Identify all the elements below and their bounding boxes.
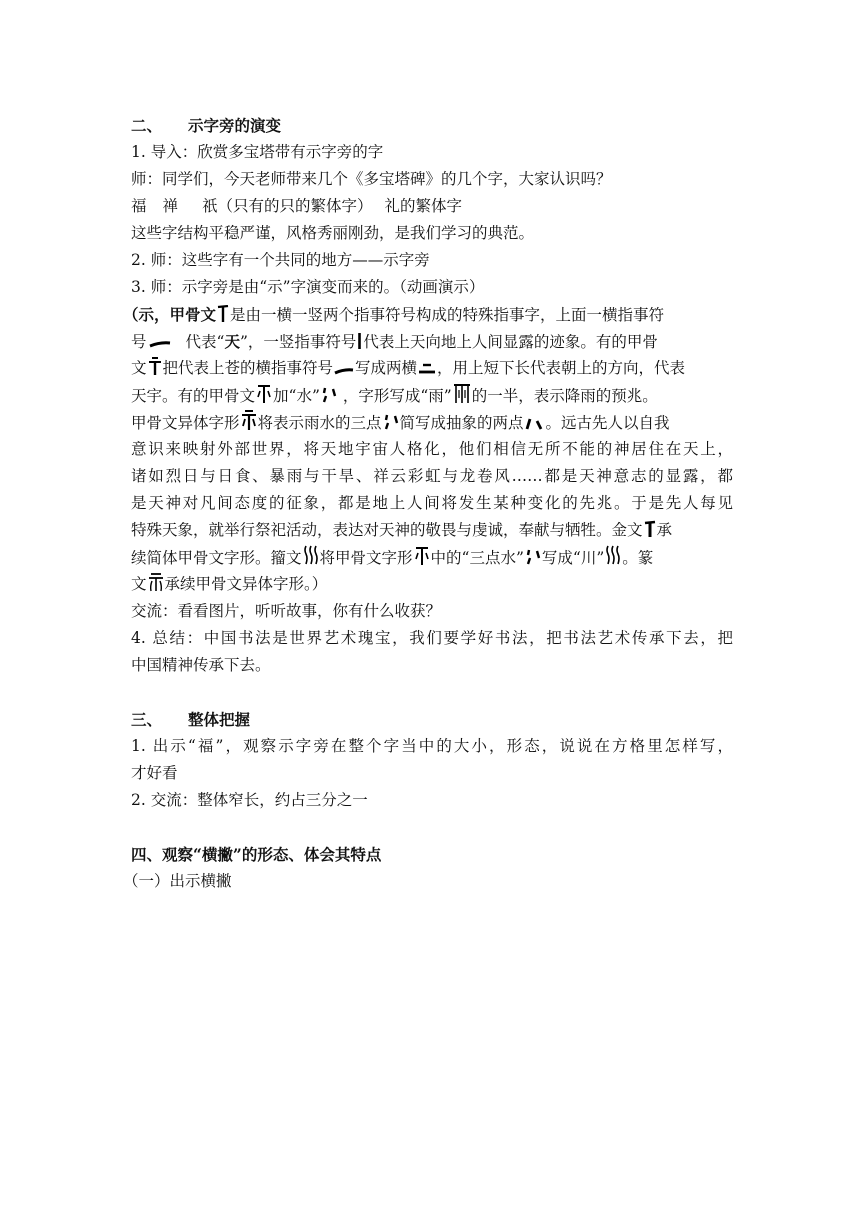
- horizontal-stroke-icon: [334, 358, 354, 385]
- section-3-number: 三、: [131, 710, 163, 729]
- characters-line: [131, 193, 733, 220]
- exchange-line: 交流：看看图片，听听故事，你有什么收获？: [131, 602, 442, 620]
- section-3-line-2: 才好看: [131, 764, 178, 782]
- paragraph-line-8: 是天神对凡间态度的征象，都是地上人间将发生某种变化的先兆。于是先人每见: [131, 494, 733, 512]
- teacher-question-line: 师：同学们，今天老师带来几个《多宝塔碑》的几个字，大家认识吗？: [131, 170, 612, 188]
- style-description-line: 这些字结构平稳严谨，风格秀丽刚劲，是我们学习的典范。: [131, 224, 535, 242]
- section-4-line-1: （一）出示横撇: [123, 872, 232, 890]
- bronze-shi-icon: [644, 520, 656, 547]
- char-zhi: 祇（只有的只的繁体字）: [202, 197, 373, 215]
- common-feature-line: 2. 师：这些字有一个共同的地方——示字旁: [131, 251, 430, 269]
- paragraph-line-10: 续简体甲骨文字形。籀文 将甲骨文字形 中的“三点水” 写成“川” 。篆: [131, 544, 733, 571]
- section-3-heading: [131, 706, 733, 733]
- oracle-shi-variant-icon: [148, 356, 162, 385]
- section-3-line-1: 1. 出示“福”，观察示字旁在整个字当中的大小，形态，说说在方格里怎样写，: [131, 737, 733, 755]
- seal-shi-icon: [148, 572, 164, 601]
- paragraph-line-2: 号 代表“天”，一竖指事符号 代表上天向地上人间显露的迹象。有的甲骨: [131, 328, 733, 355]
- paragraph-line-1: （示，甲骨文 是由一横一竖两个指事符号构成的特殊指事字，上面一横指事符: [123, 301, 733, 328]
- chuan-glyph-icon: [605, 544, 621, 575]
- three-dots-icon: [525, 548, 541, 575]
- section-2-heading: [131, 112, 733, 139]
- section-3-title: 整体把握: [188, 710, 251, 729]
- paragraph-line-6: 意识来映射外部世界，将天地宇宙人格化，他们相信无所不能的神居住在天上，: [131, 440, 733, 458]
- char-chan: 禅: [162, 197, 179, 215]
- intro-line: 1. 导入：欣赏多宝塔带有示字旁的字: [131, 143, 384, 161]
- paragraph-line-11: 文 承续甲骨文异体字形。）: [131, 571, 733, 598]
- char-li: 礼的繁体字: [384, 197, 463, 215]
- summary-line-1: 4. 总结：中国书法是世界艺术瑰宝，我们要学好书法，把书法艺术传承下去，把: [131, 629, 733, 647]
- paragraph-line-4: 天宇。有的甲骨文 加“水” ，字形写成“雨” 的一半，表示降雨的预兆。: [131, 382, 733, 409]
- document-content: [123, 112, 733, 895]
- section-3-line-3: 2. 交流：整体窄长，约占三分之一: [131, 791, 368, 809]
- paragraph-line-9: 特殊天象，就举行祭祀活动，表达对天神的敬畏与虔诚，奉献与牺牲。金文 承: [131, 517, 733, 544]
- oracle-shi-water-icon: [414, 546, 430, 575]
- evolution-line: 3. 师：示字旁是由“示”字演变而来的。（动画演示）: [131, 278, 485, 296]
- paragraph-line-5: 甲骨文异体字形 将表示雨水的三点 简写成抽象的两点 。远古先人以自我: [131, 409, 733, 436]
- two-strokes-icon: [418, 358, 436, 385]
- section-4-heading: 四、观察“横撇”的形态、体会其特点: [131, 845, 382, 864]
- paragraph-line-3: 文 把代表上苍的横指事符号 写成两横 ，用上短下长代表朝上的方向，代表: [131, 355, 733, 382]
- paragraph-line-7: 诸如烈日与日食、暴雨与干旱、祥云彩虹与龙卷风……都是天神意志的显露，都: [131, 467, 733, 485]
- char-fu: 福: [131, 197, 147, 215]
- section-2-number: 二、: [131, 116, 163, 135]
- summary-line-2: 中国精神传承下去。: [131, 656, 271, 674]
- section-2-title: 示字旁的演变: [188, 116, 282, 135]
